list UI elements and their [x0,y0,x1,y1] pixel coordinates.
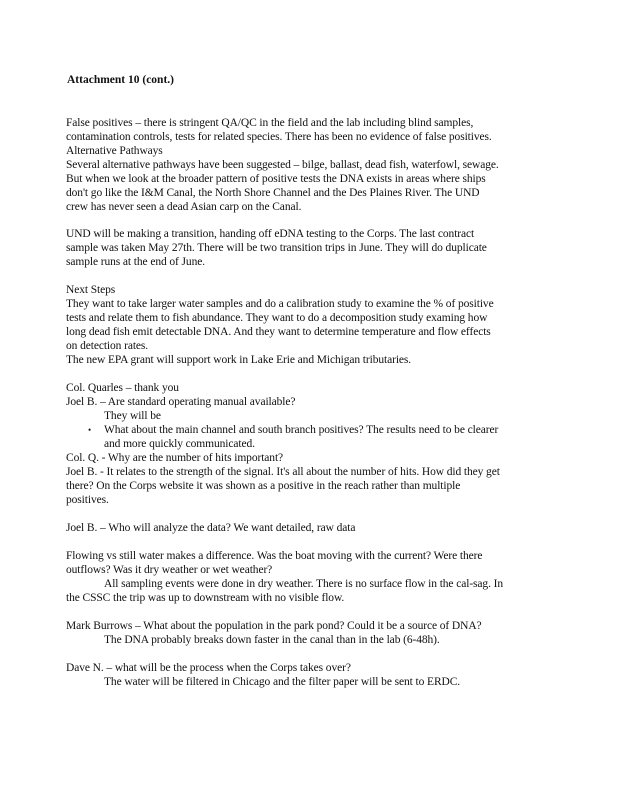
paragraph-line: Joel B. – Are standard operating manual available? [66,396,296,408]
paragraph-line: outflows? Was it dry weather or wet weather? [66,564,273,576]
paragraph-line: UND will be making a transition, handing off eDNA testing to the Corps. The last contract [66,228,475,240]
bullet-item-line: What about the main channel and south branch positives? The results need to be clearer [104,424,499,436]
paragraph-line: contamination controls, tests for related species. There has been no evidence of false positives. [66,131,492,143]
paragraph-line: there? On the Corps website it was shown as a positive in the reach rather than multiple [66,480,461,492]
bullet-icon: • [88,425,92,435]
paragraph-line: crew has never seen a dead Asian carp on the Canal. [66,201,302,213]
page-heading: Attachment 10 (cont.) [67,74,174,86]
paragraph-line: Col. Q. - Why are the number of hits important? [66,452,284,464]
paragraph-line: long dead fish emit detectable DNA. And they want to determine temperature and flow effects [66,326,491,338]
paragraph-line: sample was taken May 27th. There will be two transition trips in June. They will do duplicate [66,242,487,254]
paragraph-line: sample runs at the end of June. [66,256,206,268]
paragraph-line: Joel B. - It relates to the strength of the signal. It's all about the number of hits. How did they get [66,466,500,478]
paragraph-line: on detection rates. [66,340,149,352]
paragraph-line: The water will be filtered in Chicago and the filter paper will be sent to ERDC. [104,676,461,688]
paragraph-line: But when we look at the broader pattern of positive tests the DNA exists in areas where ships [66,173,486,185]
paragraph-line: They want to take larger water samples and do a calibration study to examine the % of positive [66,298,494,310]
paragraph-line: Dave N. – what will be the process when the Corps takes over? [66,662,351,674]
paragraph-line: The DNA probably breaks down faster in the canal than in the lab (6-48h). [104,634,440,646]
paragraph-line: tests and relate them to fish abundance. They want to do a decomposition study examing how [66,312,488,324]
bullet-item-line: and more quickly communicated. [104,438,255,450]
paragraph-line: Several alternative pathways have been suggested – bilge, ballast, dead fish, waterfowl, sewage. [66,159,499,171]
paragraph-line: They will be [104,410,161,422]
paragraph-line: Col. Quarles – thank you [66,382,179,394]
paragraph-line: the CSSC the trip was up to downstream with no visible flow. [66,592,345,604]
paragraph-line: False positives – there is stringent QA/QC in the field and the lab including blind samples, [66,117,474,129]
paragraph-line: All sampling events were done in dry weather. There is no surface flow in the cal-sag. In [104,578,504,590]
paragraph-line: Joel B. – Who will analyze the data? We want detailed, raw data [66,522,356,534]
section-heading: Next Steps [66,284,116,296]
section-heading: Alternative Pathways [66,145,163,157]
paragraph-line: Mark Burrows – What about the population in the park pond? Could it be a source of DNA? [66,620,482,632]
paragraph-line: Flowing vs still water makes a difference. Was the boat moving with the current? Were there [66,550,483,562]
paragraph-line: positives. [66,494,109,506]
paragraph-line: The new EPA grant will support work in Lake Erie and Michigan tributaries. [66,354,412,366]
paragraph-line: don't go like the I&M Canal, the North Shore Channel and the Des Plaines River. The UND [66,187,480,199]
